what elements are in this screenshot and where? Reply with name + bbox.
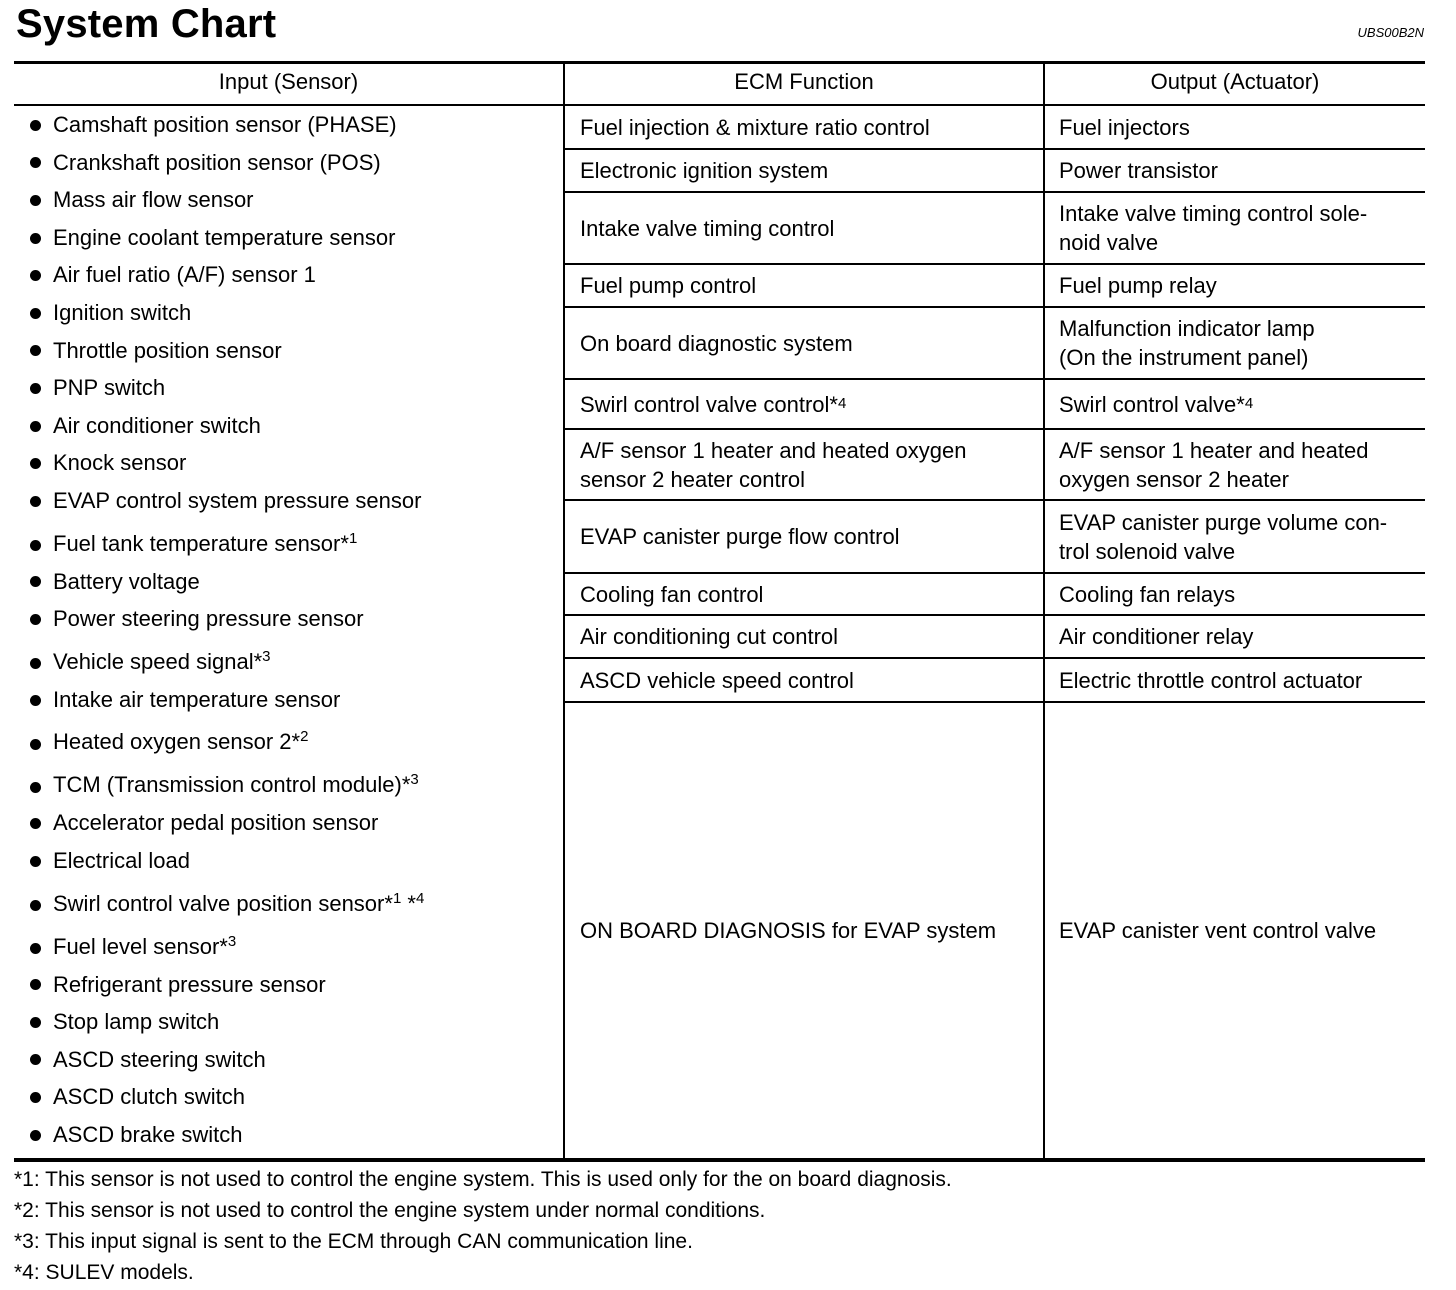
input-item	[28, 407, 558, 445]
input-label: Knock sensor	[53, 450, 187, 476]
output-cell	[1059, 430, 1419, 499]
input-label: Fuel level sensor*	[53, 933, 228, 959]
input-label: Air conditioner switch	[53, 412, 261, 438]
input-item	[28, 966, 558, 1004]
input-sensor-list	[28, 106, 558, 1153]
input-item	[28, 482, 558, 520]
column-divider	[563, 64, 565, 1158]
function-label: EVAP canister purge flow control	[580, 524, 900, 549]
function-cell: Swirl control valve control* 4	[580, 391, 847, 417]
output-cell	[1059, 308, 1419, 378]
footnote-ref: 1	[392, 889, 402, 907]
input-item	[28, 804, 558, 842]
output-label: A/F sensor 1 heater and heated oxygen sensor 2 heater	[1059, 437, 1369, 492]
bullet-icon	[30, 540, 41, 551]
input-label: ASCD brake switch	[53, 1121, 243, 1147]
input-item	[28, 681, 558, 719]
function-label: Electronic ignition system	[580, 158, 829, 183]
function-cell	[580, 703, 1040, 1158]
input-item	[28, 181, 558, 219]
footnote-ref: 3	[262, 647, 271, 665]
function-cell	[580, 150, 1040, 191]
input-label: Stop lamp switch	[53, 1009, 220, 1035]
input-label: Electrical load	[53, 847, 190, 873]
function-label: Fuel pump control	[580, 273, 757, 298]
input-label: Accelerator pedal position sensor	[53, 810, 379, 836]
header-function: ECM Function	[734, 69, 874, 94]
output-label: EVAP canister purge volume con- trol solenoid valve	[1059, 509, 1388, 564]
bullet-icon	[30, 979, 41, 990]
bullet-icon	[30, 658, 41, 669]
output-label: Air conditioner relay	[1059, 624, 1254, 649]
input-label: Heated oxygen sensor 2*	[53, 729, 301, 755]
input-item	[28, 256, 558, 294]
footnote-ref: 4	[415, 889, 425, 907]
bullet-icon	[30, 818, 41, 829]
footnotes	[14, 1164, 952, 1288]
footnote-ref: 3	[227, 932, 237, 950]
output-label: EVAP canister vent control valve	[1059, 918, 1377, 943]
bullet-icon	[30, 421, 41, 432]
bullet-icon	[30, 1092, 41, 1103]
bullet-icon	[30, 1130, 41, 1141]
bullet-icon	[30, 739, 41, 750]
bullet-icon	[30, 943, 41, 954]
bullet-icon	[30, 458, 41, 469]
bullet-icon	[30, 1054, 41, 1065]
bullet-icon	[30, 614, 41, 625]
output-label: Intake valve timing control sole- noid valve	[1059, 201, 1368, 255]
function-label: A/F sensor 1 heater and heated oxygen sensor 2 heater control	[580, 437, 967, 492]
input-label: Throttle position sensor	[53, 337, 282, 363]
input-label: Swirl control valve position sensor*	[53, 890, 393, 916]
input-item	[28, 1078, 558, 1116]
output-cell	[1059, 193, 1419, 263]
input-item	[28, 444, 558, 482]
input-label: TCM (Transmission control module)*	[53, 772, 411, 798]
input-item	[28, 294, 558, 332]
input-item	[28, 718, 558, 761]
footnote: *2: This sensor is not used to control the engine system under normal conditions.	[14, 1199, 766, 1222]
function-cell	[580, 430, 1040, 499]
bullet-icon	[30, 900, 41, 911]
footnote: *3: This input signal is sent to the ECM through CAN communication line.	[14, 1230, 693, 1253]
function-cell	[580, 106, 1040, 148]
input-item	[28, 638, 558, 681]
input-label: EVAP control system pressure sensor	[53, 487, 422, 513]
function-cell	[580, 574, 1040, 614]
input-label: Intake air temperature sensor	[53, 686, 341, 712]
output-cell	[1059, 106, 1419, 148]
bullet-icon	[30, 856, 41, 867]
output-cell	[1059, 659, 1419, 701]
bullet-icon	[30, 695, 41, 706]
output-cell	[1059, 150, 1419, 191]
input-label: Engine coolant temperature sensor	[53, 224, 396, 250]
function-label: ASCD vehicle speed control	[580, 667, 854, 693]
footnote-ref: 1	[348, 529, 358, 547]
page-title: System Chart	[16, 2, 277, 46]
function-cell	[580, 659, 1040, 701]
input-label: Fuel tank temperature sensor*	[53, 530, 349, 556]
output-cell	[1059, 574, 1419, 614]
input-item	[28, 106, 558, 144]
input-label: Vehicle speed signal*	[53, 648, 263, 674]
function-cell	[580, 501, 1040, 572]
input-label: ASCD steering switch	[53, 1046, 266, 1072]
document-code: UBS00B2N	[1357, 25, 1424, 40]
bullet-icon	[30, 233, 41, 244]
function-cell	[580, 265, 1040, 306]
function-label: Fuel injection & mixture ratio control	[580, 114, 930, 140]
input-item	[28, 923, 558, 966]
input-label: Power steering pressure sensor	[53, 606, 364, 632]
function-label: Swirl control valve control*	[580, 391, 838, 417]
input-item	[28, 1041, 558, 1079]
bullet-icon	[30, 157, 41, 168]
bullet-icon	[30, 383, 41, 394]
output-label: Swirl control valve*	[1059, 391, 1245, 417]
output-label: Cooling fan relays	[1059, 581, 1236, 607]
input-item	[28, 761, 558, 804]
input-item	[28, 144, 558, 182]
function-label: Intake valve timing control	[580, 215, 835, 241]
output-label: Power transistor	[1059, 158, 1218, 183]
bullet-icon	[30, 496, 41, 507]
input-label: ASCD clutch switch	[53, 1084, 245, 1110]
bullet-icon	[30, 120, 41, 131]
bullet-icon	[30, 1017, 41, 1028]
function-label: ON BOARD DIAGNOSIS for EVAP system	[580, 918, 997, 943]
bullet-icon	[30, 195, 41, 206]
header-output: Output (Actuator)	[1150, 69, 1320, 94]
output-label: Fuel injectors	[1059, 114, 1190, 140]
input-label: Mass air flow sensor	[53, 187, 254, 213]
output-cell	[1059, 703, 1419, 1158]
function-label: Cooling fan control	[580, 581, 764, 607]
function-cell	[580, 616, 1040, 657]
input-label: Air fuel ratio (A/F) sensor 1	[53, 262, 316, 288]
input-item	[28, 600, 558, 638]
function-label: On board diagnostic system	[580, 330, 853, 356]
header-input: Input (Sensor)	[218, 69, 359, 94]
input-label: Camshaft position sensor (PHASE)	[53, 112, 397, 137]
input-label: Refrigerant pressure sensor	[53, 971, 326, 997]
footnote-ref: 3	[410, 771, 419, 789]
footnote: *1: This sensor is not used to control the engine system. This is used only for the on board diagnosis.	[14, 1168, 952, 1191]
output-label: Fuel pump relay	[1059, 273, 1217, 298]
output-cell	[1059, 501, 1419, 572]
input-item	[28, 1003, 558, 1041]
input-label: Crankshaft position sensor (POS)	[53, 149, 381, 175]
footnote: *4: SULEV models.	[14, 1261, 194, 1284]
function-cell	[580, 308, 1040, 378]
column-divider	[1043, 64, 1045, 1158]
bullet-icon	[30, 576, 41, 587]
function-label: Air conditioning cut control	[580, 624, 839, 649]
bullet-icon	[30, 345, 41, 356]
input-item	[28, 520, 558, 563]
input-label: Battery voltage	[53, 568, 200, 594]
input-item	[28, 369, 558, 407]
bullet-icon	[30, 270, 41, 281]
input-item	[28, 332, 558, 370]
bullet-icon	[30, 782, 41, 793]
output-label: Malfunction indicator lamp (On the instrument panel)	[1059, 316, 1315, 370]
footnote-separator: *	[401, 890, 416, 916]
input-item	[28, 219, 558, 257]
input-item	[28, 842, 558, 880]
input-label: PNP switch	[53, 375, 166, 401]
table-bottom-rule	[14, 1158, 1425, 1162]
function-cell	[580, 193, 1040, 263]
bullet-icon	[30, 308, 41, 319]
input-item	[28, 563, 558, 601]
input-label: Ignition switch	[53, 299, 192, 325]
input-item	[28, 880, 558, 923]
footnote-ref: 2	[300, 728, 309, 746]
input-item	[28, 1116, 558, 1154]
output-cell	[1059, 265, 1419, 306]
output-cell	[1059, 616, 1419, 657]
output-label: Electric throttle control actuator	[1059, 667, 1363, 693]
output-cell: Swirl control valve* 4	[1059, 391, 1254, 417]
